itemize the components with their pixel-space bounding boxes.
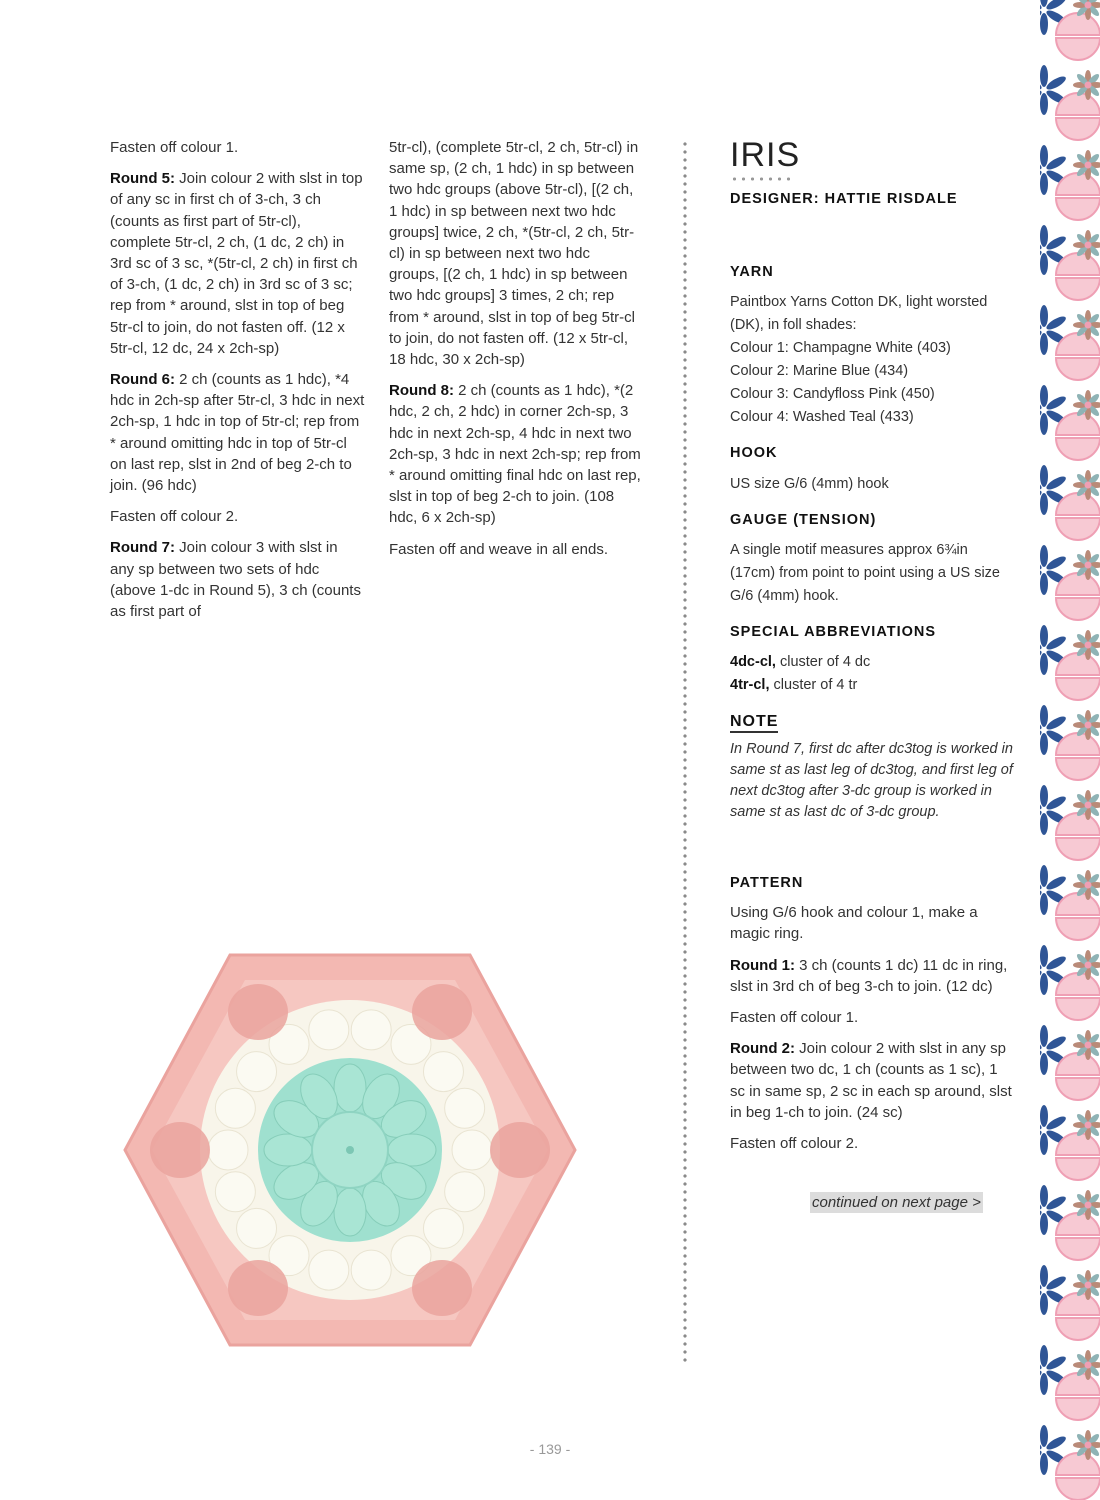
abbreviations-heading: SPECIAL ABBREVIATIONS — [730, 623, 937, 640]
cream-bobble — [452, 1130, 492, 1170]
blue-leaf — [1045, 234, 1068, 252]
flower-center — [1085, 402, 1092, 409]
pink-cluster — [228, 1260, 288, 1316]
abbreviation-definition: cluster of 4 tr — [769, 677, 858, 694]
flower-center — [1085, 322, 1092, 329]
abbreviations-list — [730, 651, 1015, 697]
right-info-column — [730, 137, 1015, 1213]
pink-cluster — [412, 984, 472, 1040]
magic-ring-center — [346, 1146, 354, 1154]
round-instructions: 2 ch (counts as 1 hdc), *4 hdc in 2ch-sp after 5tr-cl, 3 hdc in next 2ch-sp, 1 hdc in top of 5tr-cl; rep from * around omitting hdc in top of 5tr-cl on last rep, slst in 2nd of beg 2-ch to join. (96 hdc) — [110, 371, 365, 495]
blue-leaf — [1040, 653, 1048, 675]
flower-center — [1085, 802, 1092, 809]
pink-fan — [1056, 918, 1100, 940]
round-label: Round 8: — [389, 382, 454, 400]
pink-fan — [1056, 813, 1100, 835]
pink-fan — [1056, 13, 1100, 35]
blue-leaf — [1040, 945, 1048, 967]
round-label: Round 1: — [730, 956, 795, 974]
blue-leaf — [1040, 573, 1048, 595]
flower-center — [1085, 1202, 1092, 1209]
abbreviation-term: 4dc-cl, — [730, 654, 776, 671]
blue-leaf — [1040, 1373, 1048, 1395]
flower-center — [1085, 722, 1092, 729]
blue-leaf — [1040, 813, 1048, 835]
yarn-line: Colour 3: Candyfloss Pink (450) — [730, 386, 935, 403]
blue-leaf — [1040, 13, 1048, 35]
cream-bobble — [423, 1052, 463, 1092]
pink-fan — [1056, 573, 1100, 595]
pink-fan — [1056, 678, 1100, 700]
round-instructions: 3 ch (counts 1 dc) 11 dc in ring, slst in 3rd ch of beg 3-ch to join. (12 dc) — [730, 956, 1008, 995]
blue-leaf — [1045, 1114, 1068, 1132]
blue-leaf — [1040, 0, 1048, 7]
pink-cluster — [228, 984, 288, 1040]
blue-leaf — [1045, 554, 1068, 572]
flower-center — [1085, 1042, 1092, 1049]
yarn-line: Colour 4: Washed Teal (433) — [730, 409, 914, 426]
pink-fan — [1056, 998, 1100, 1020]
pink-fan — [1056, 118, 1100, 140]
blue-leaf — [1045, 1034, 1068, 1052]
cream-bobble — [445, 1172, 485, 1212]
hook-details: US size G/6 (4mm) hook — [730, 475, 889, 492]
blue-leaf — [1045, 794, 1068, 812]
blue-leaf — [1040, 1185, 1048, 1207]
blue-leaf — [1040, 225, 1048, 247]
flower-center — [1085, 1282, 1092, 1289]
note-heading: NOTE — [730, 713, 778, 733]
blue-leaf — [1040, 625, 1048, 647]
blue-leaf — [1040, 733, 1048, 755]
pink-fan — [1056, 93, 1100, 115]
blue-leaf — [1045, 954, 1068, 972]
pink-fan — [1056, 733, 1100, 755]
round-label: Round 7: — [110, 539, 175, 557]
blue-leaf — [1040, 1105, 1048, 1127]
blue-leaf — [1040, 785, 1048, 807]
blue-leaf — [1040, 1133, 1048, 1155]
pink-fan — [1056, 493, 1100, 515]
blue-leaf — [1040, 865, 1048, 887]
teal-petal — [264, 1134, 312, 1166]
pink-fan — [1056, 413, 1100, 435]
round-paragraph — [110, 369, 365, 496]
flower-center — [1085, 882, 1092, 889]
abbreviation-item — [730, 674, 1015, 697]
round-paragraph — [730, 1038, 1015, 1123]
round-instructions: Join colour 2 with slst in top of any sc in first ch of 3-ch, 3 ch (counts as first part of 5tr-cl), complete 5tr-cl, 2 ch, (1 dc, 2 ch) in 3rd sc of 3 sc, *(5tr-cl, 2 ch) in first ch of 3-ch, (1 dc, 2 ch) in 3rd sc of 3 sc; rep from * around, slst in top of beg 5tr-cl to join, do not fasten off. (12 x 5tr-cl, 12 dc, 24 x 2ch-sp) — [110, 170, 363, 357]
blue-leaf — [1040, 973, 1048, 995]
pink-fan — [1056, 438, 1100, 460]
blue-leaf — [1040, 1293, 1048, 1315]
blue-leaf — [1040, 333, 1048, 355]
flower-center — [1085, 1362, 1092, 1369]
blue-leaf — [1045, 394, 1068, 412]
crochet-hexagon-photo — [120, 950, 580, 1350]
blue-leaf — [1040, 1265, 1048, 1287]
yarn-heading: YARN — [730, 264, 774, 281]
pink-fan — [1056, 1373, 1100, 1395]
pink-fan — [1056, 893, 1100, 915]
cream-bobble — [351, 1010, 391, 1050]
flower-center — [1085, 162, 1092, 169]
flower-center — [1085, 82, 1092, 89]
flower-center — [1085, 962, 1092, 969]
yarn-line: Paintbox Yarns Cotton DK, light worsted — [730, 294, 988, 311]
cream-bobble — [215, 1088, 255, 1128]
pattern-intro: Using G/6 hook and colour 1, make a magic ring. — [730, 904, 978, 943]
pink-fan — [1056, 1133, 1100, 1155]
blue-leaf — [1045, 634, 1068, 652]
pink-fan — [1056, 173, 1100, 195]
pattern-instructions — [730, 902, 1015, 1154]
blue-leaf — [1040, 385, 1048, 407]
blue-leaf — [1045, 314, 1068, 332]
pink-fan — [1056, 1293, 1100, 1315]
blue-leaf — [1040, 545, 1048, 567]
yarn-line: Colour 1: Champagne White (403) — [730, 340, 951, 357]
blue-leaf — [1040, 705, 1048, 727]
pink-fan — [1056, 1318, 1100, 1340]
blue-leaf — [1040, 493, 1048, 515]
pink-fan — [1056, 38, 1100, 60]
blue-leaf — [1045, 1354, 1068, 1372]
blue-leaf — [1045, 0, 1068, 12]
abbreviation-definition: cluster of 4 dc — [775, 654, 871, 671]
blue-leaf — [1040, 145, 1048, 167]
decorative-tile-border — [1040, 0, 1100, 1500]
blue-leaf — [1045, 874, 1068, 892]
pink-fan — [1056, 518, 1100, 540]
pink-fan — [1056, 838, 1100, 860]
pattern-title: IRIS — [730, 136, 801, 174]
pink-fan — [1056, 1238, 1100, 1260]
cream-bobble — [445, 1088, 485, 1128]
blue-leaf — [1040, 465, 1048, 487]
instruction-paragraph: Fasten off and weave in all ends. — [389, 540, 609, 558]
pink-fan — [1056, 1053, 1100, 1075]
instruction-paragraph: 5tr-cl), (complete 5tr-cl, 2 ch, 5tr-cl) in same sp, (2 ch, 1 hdc) in sp between two hdc groups (above 5tr-cl), [(2 ch, 1 hdc) in sp between next two hdc groups] twice, 2 ch, *(5tr-cl, 2 ch, 5tr-cl) in sp between next two hdc groups, [(2 ch, 1 hdc) in sp between two hdc groups] 3 times, 2 ch; rep from * around, slst in top of beg 5tr-cl to join, do not fasten off. (12 x 5tr-cl, 18 hdc, 30 x 2ch-sp) — [389, 139, 639, 369]
flower-center — [1085, 2, 1092, 9]
round-paragraph — [389, 380, 644, 528]
round-instructions: Join colour 3 with slst in any sp between two sets of hdc (above 1-dc in Round 5), 3 ch (counts as first part of — [110, 539, 361, 621]
cream-bobble — [237, 1052, 277, 1092]
pink-fan — [1056, 333, 1100, 355]
yarn-line: Colour 2: Marine Blue (434) — [730, 363, 909, 380]
hook-heading: HOOK — [730, 445, 778, 462]
round-label: Round 2: — [730, 1040, 795, 1058]
note-text: In Round 7, first dc after dc3tog is worked in same st as last leg of dc3tog, and first leg of next dc3tog after 3-dc group is worked in same st as last dc of 3-dc group. — [730, 741, 1013, 821]
title-dots-divider — [730, 177, 794, 181]
instruction-paragraph: Fasten off colour 1. — [110, 139, 239, 156]
gauge-heading: GAUGE (TENSION) — [730, 511, 877, 528]
cream-bobble — [208, 1130, 248, 1170]
cream-bobble — [237, 1208, 277, 1248]
blue-leaf — [1040, 173, 1048, 195]
instruction-paragraph: Fasten off colour 2. — [110, 508, 239, 526]
dotted-divider — [683, 140, 687, 1362]
blue-leaf — [1040, 1345, 1048, 1367]
pink-fan — [1056, 198, 1100, 220]
round-paragraph — [110, 537, 365, 622]
page-number: - 139 - — [529, 1441, 571, 1457]
middle-text-column — [389, 137, 644, 570]
blue-leaf — [1045, 74, 1068, 92]
blue-leaf — [1040, 893, 1048, 915]
flower-center — [1085, 642, 1092, 649]
round-paragraph — [110, 168, 365, 359]
cream-bobble — [215, 1172, 255, 1212]
pink-fan — [1056, 253, 1100, 275]
yarn-line: (DK), in foll shades: — [730, 317, 857, 334]
cream-bobble — [309, 1010, 349, 1050]
designer-credit: DESIGNER: HATTIE RISDALE — [730, 191, 958, 207]
pink-fan — [1056, 1213, 1100, 1235]
pink-fan — [1056, 1078, 1100, 1100]
round-paragraph — [730, 955, 1015, 997]
pink-fan — [1056, 973, 1100, 995]
blue-leaf — [1040, 65, 1048, 87]
blue-leaf — [1045, 1274, 1068, 1292]
blue-leaf — [1045, 154, 1068, 172]
flower-center — [1085, 482, 1092, 489]
blue-leaf — [1040, 1213, 1048, 1235]
pink-fan — [1056, 598, 1100, 620]
teal-petal — [334, 1188, 366, 1236]
blue-leaf — [1045, 714, 1068, 732]
flower-center — [1085, 242, 1092, 249]
pink-fan — [1056, 758, 1100, 780]
pink-fan — [1056, 653, 1100, 675]
round-instructions: 2 ch (counts as 1 hdc), *(2 hdc, 2 ch, 2 hdc) in corner 2ch-sp, 3 hdc in next 2ch-sp, 4 hdc in next two 2ch-sp, 3 hdc in next 2ch-sp; rep from * around omitting final hdc on last rep, slst in top of beg 2-ch to join. (108 hdc, 6 x 2ch-sp) — [389, 382, 641, 527]
instruction-paragraph: Fasten off colour 1. — [730, 1009, 859, 1027]
teal-petal — [388, 1134, 436, 1166]
cream-bobble — [309, 1250, 349, 1290]
pink-cluster — [490, 1122, 550, 1178]
continued-next-page-link[interactable]: continued on next page > — [810, 1192, 983, 1213]
teal-petal — [334, 1064, 366, 1112]
round-label: Round 5: — [110, 170, 175, 188]
yarn-details — [730, 291, 1015, 429]
cream-bobble — [351, 1250, 391, 1290]
pink-cluster — [412, 1260, 472, 1316]
flower-center — [1085, 1122, 1092, 1129]
pink-fan — [1056, 1398, 1100, 1420]
blue-leaf — [1040, 413, 1048, 435]
pink-fan — [1056, 358, 1100, 380]
left-text-column — [110, 137, 365, 632]
round-instructions: Join colour 2 with slst in any sp between two dc, 1 ch (counts as 1 sc), 1 sc in same sp, 2 sc in each sp around, slst in beg 1-ch to join. (24 sc) — [730, 1040, 1012, 1121]
pattern-heading: PATTERN — [730, 875, 804, 892]
blue-leaf — [1040, 253, 1048, 275]
blue-leaf — [1040, 305, 1048, 327]
blue-leaf — [1045, 474, 1068, 492]
blue-leaf — [1040, 1053, 1048, 1075]
pink-fan — [1056, 1478, 1100, 1500]
cream-bobble — [423, 1208, 463, 1248]
pink-fan — [1056, 1158, 1100, 1180]
abbreviation-term: 4tr-cl, — [730, 677, 770, 694]
abbreviation-item — [730, 651, 1015, 674]
blue-leaf — [1040, 93, 1048, 115]
pink-fan — [1056, 278, 1100, 300]
blue-leaf — [1040, 1025, 1048, 1047]
flower-center — [1085, 562, 1092, 569]
round-label: Round 6: — [110, 371, 175, 389]
blue-leaf — [1045, 1194, 1068, 1212]
pink-cluster — [150, 1122, 210, 1178]
gauge-details: A single motif measures approx 6¾in (17cm) from point to point using a US size G/6 (4mm) hook. — [730, 541, 1000, 604]
instruction-paragraph: Fasten off colour 2. — [730, 1135, 859, 1153]
